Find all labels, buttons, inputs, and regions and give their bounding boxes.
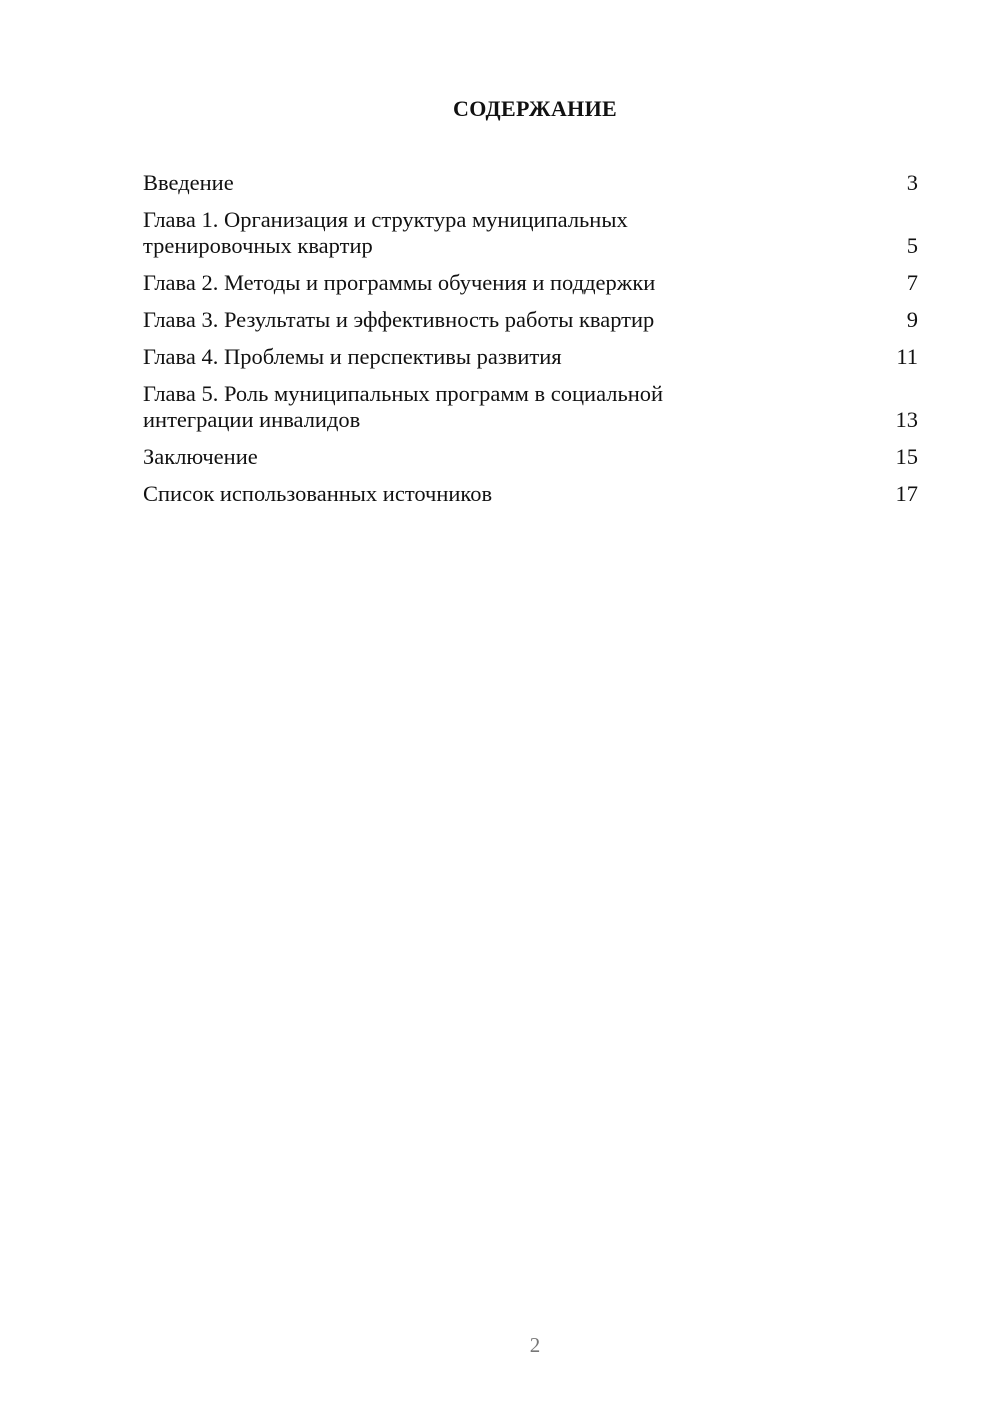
toc-entry-page: 11: [896, 344, 918, 369]
toc-entry: [143, 481, 918, 507]
toc-entry-page: 15: [895, 444, 918, 469]
toc-entry-page: 3: [906, 170, 918, 195]
toc-entry: [143, 270, 918, 296]
toc-entry-label: Глава 5. Роль муниципальных программ в социальной интеграции инвалидов: [143, 381, 664, 432]
toc-entry-label: Введение: [143, 170, 234, 195]
toc-entry: [143, 444, 918, 470]
toc-entry-page: 7: [906, 270, 918, 295]
toc-entry-label: Глава 4. Проблемы и перспективы развития: [143, 344, 562, 369]
toc-entry: [143, 170, 918, 196]
table-of-contents: [143, 170, 918, 518]
toc-entry-label: Заключение: [143, 444, 258, 469]
toc-entry: [143, 344, 918, 370]
toc-entry: [143, 207, 918, 259]
toc-entry-page: 5: [906, 233, 918, 258]
toc-entry-page: 9: [906, 307, 918, 332]
toc-entry-label: Глава 3. Результаты и эффективность работы квартир: [143, 307, 655, 332]
page-number: 2: [529, 1333, 541, 1357]
toc-entry-label: Глава 2. Методы и программы обучения и поддержки: [143, 270, 656, 295]
toc-entry-label: Глава 1. Организация и структура муниципальных тренировочных квартир: [143, 207, 628, 258]
toc-title: СОДЕРЖАНИЕ: [453, 96, 617, 121]
toc-entry-page: 13: [895, 407, 918, 432]
toc-entry: [143, 381, 918, 433]
toc-entry-label: Список использованных источников: [143, 481, 493, 506]
toc-entry: [143, 307, 918, 333]
toc-entry-page: 17: [895, 481, 918, 506]
